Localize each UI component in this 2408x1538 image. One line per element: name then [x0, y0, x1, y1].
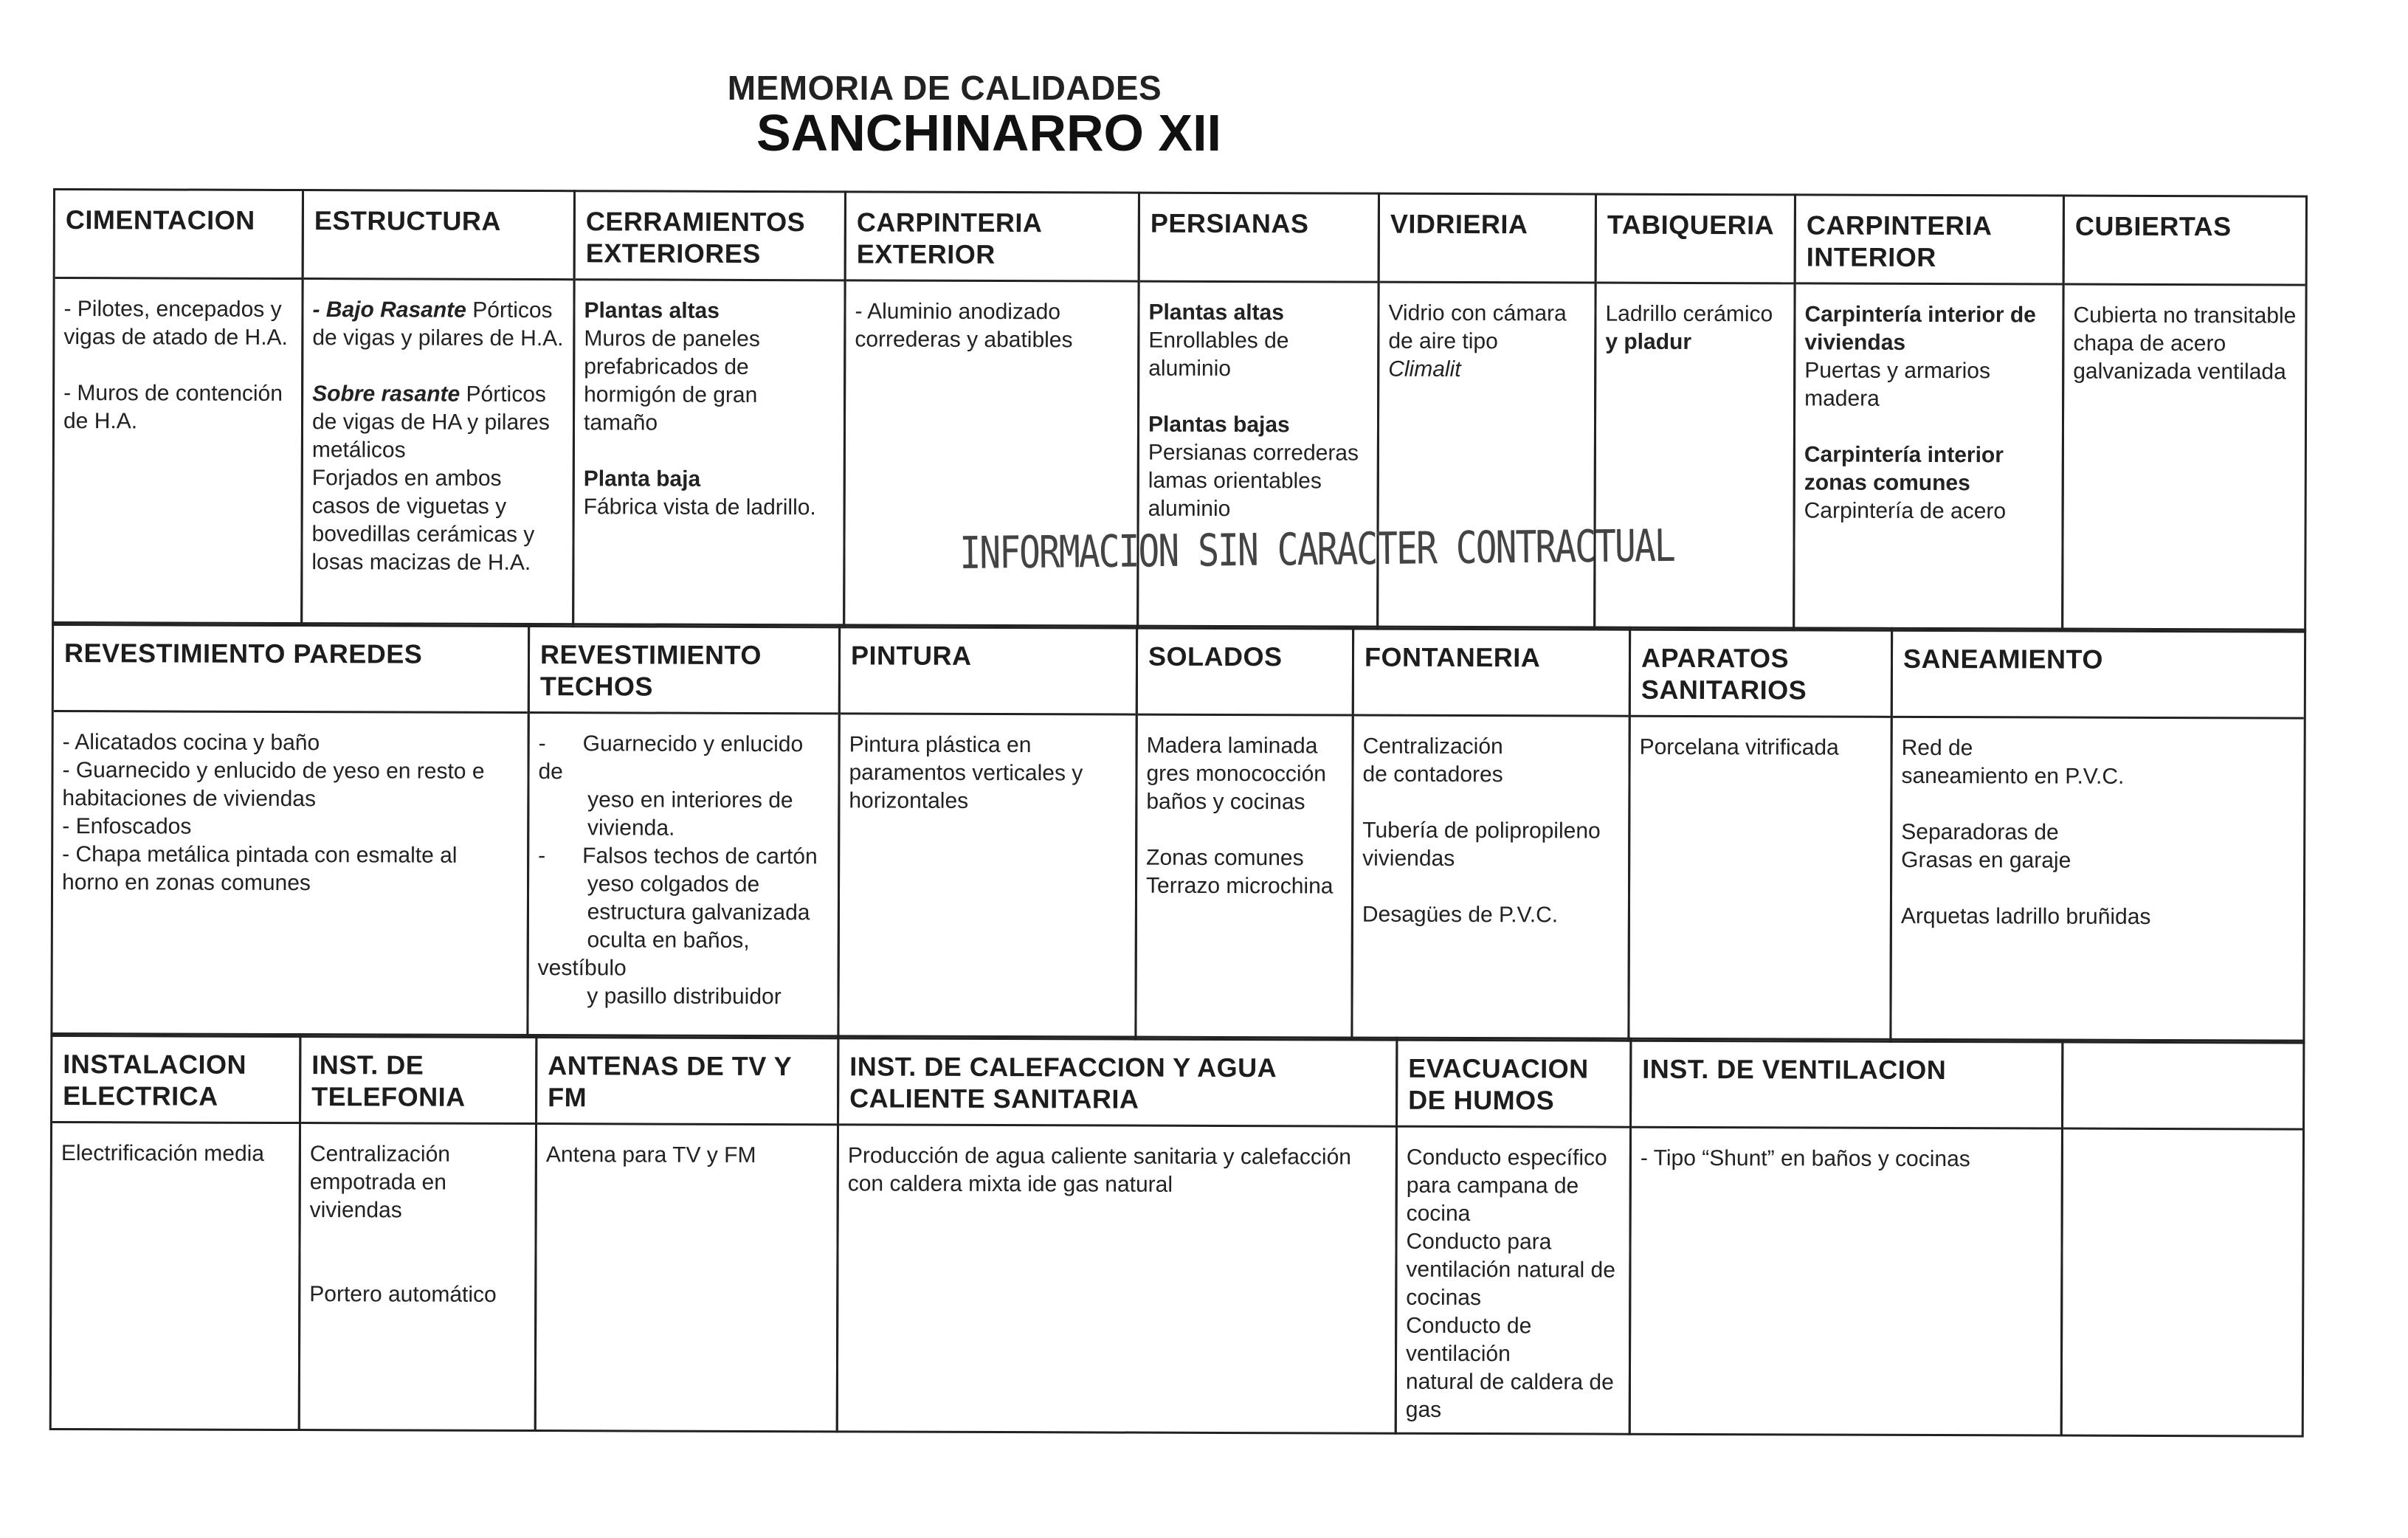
cell-line-bold: Sobre rasante	[312, 382, 460, 407]
cell-body: Pintura plástica en paramentos verticales y horizontales	[849, 732, 1089, 813]
cell-body	[2063, 1130, 2302, 1147]
cell-body	[575, 280, 844, 522]
cell-heading: ESTRUCTURA	[304, 191, 573, 280]
cell-aparatos-sanitarios	[1627, 627, 1893, 1043]
cell-heading: SANEAMIENTO	[1893, 630, 2304, 720]
cell-line: Puertas y armarios madera	[1804, 358, 1997, 411]
cell-heading: PERSIANAS	[1140, 194, 1378, 283]
document-title: SANCHINARRO XII	[756, 104, 1222, 162]
cell-body	[1139, 283, 1378, 524]
cell-heading	[2063, 1041, 2302, 1131]
document-subtitle: MEMORIA DE CALIDADES	[727, 69, 1162, 107]
cell-estructura	[300, 189, 576, 627]
cell-heading: PINTURA	[841, 626, 1136, 715]
cell-body	[846, 281, 1137, 354]
cell-inst-calefaccion	[836, 1035, 1398, 1434]
cell-line: - Pilotes, encepados y vigas de atado de H.A.	[63, 297, 289, 350]
cell-saneamiento	[1889, 627, 2306, 1044]
cell-body: Electrificación media	[61, 1141, 265, 1166]
cell-heading: SOLADOS	[1138, 627, 1352, 717]
cell-heading: INST. DE CALEFACCION Y AGUA CALIENTE SANITARIA	[839, 1037, 1396, 1127]
cell-revestimiento-techos	[526, 623, 841, 1039]
cell-body: Madera laminada gres monococción baños y cocinas Zonas comunes Terrazo microchina	[1145, 733, 1334, 899]
cell-heading: INST. DE TELEFONIA	[301, 1035, 535, 1125]
cell-line: Enrollables de aluminio	[1148, 328, 1295, 382]
cell-pintura	[837, 624, 1138, 1040]
cell-body: Antena para TV y FM	[545, 1142, 756, 1168]
cell-body: Porcelana vitrificada	[1639, 734, 1839, 760]
cell-body	[1596, 284, 1793, 357]
cell-line: Forjados en ambos casos de viguetas y bovedillas cerámicas y losas macizas de H.A.	[311, 466, 541, 576]
cell-heading: INST. DE VENTILACION	[1632, 1040, 2061, 1130]
cell-fontaneria	[1350, 626, 1631, 1042]
cell-inst-telefonia	[298, 1033, 538, 1432]
table-row-3	[52, 1035, 2308, 1438]
cell-line: Fábrica vista de ladrillo.	[583, 494, 816, 520]
cell-body: - Alicatados cocina y baño - Guarnecido y enlucido de yeso en resto e habitaciones de viviendas - Enfoscados - Chapa metálica pintada con esmalte al horno en zonas comunes	[62, 730, 491, 896]
cell-line: Carpintería de acero	[1804, 498, 2007, 524]
table-row-2	[52, 624, 2308, 1044]
cell-body: Centralización empotrada en viviendas Portero automático	[309, 1142, 497, 1307]
cell-heading: APARATOS SANITARIOS	[1631, 629, 1891, 718]
cell-heading: VIDRIERIA	[1380, 195, 1595, 284]
cell-body: Red de saneamiento en P.V.C. Separadoras de Grasas en garaje Arquetas ladrillo bruñidas	[1900, 735, 2151, 929]
cell-instalacion-electrica	[49, 1032, 302, 1431]
cell-heading: FONTANERIA	[1354, 628, 1629, 717]
cell-cubiertas	[2061, 195, 2308, 633]
cell-line: - Muros de contención de H.A.	[63, 381, 289, 434]
cell-body	[55, 279, 302, 436]
cell-heading: INSTALACION ELECTRICA	[52, 1035, 299, 1124]
cell-line-bold: Plantas bajas	[1148, 412, 1290, 438]
cell-evacuacion-humos	[1395, 1037, 1632, 1435]
cell-line-italic: Climalit	[1388, 356, 1461, 382]
cell-body: Producción de agua caliente sanitaria y calefacción con caldera mixta ide gas natural	[847, 1143, 1358, 1197]
cell-body	[303, 280, 573, 577]
cell-line-bold: Planta baja	[583, 466, 701, 492]
cell-line: Persianas correderas lamas orientables aluminio	[1148, 440, 1365, 522]
cell-line: Cubierta no transitable chapa de acero galvanizada ventilada	[2073, 303, 2302, 384]
non-contractual-stamp: INFORMACION SIN CARACTER CONTRACTUAL	[959, 520, 1675, 579]
cell-line-bold: Carpintería interior de viviendas	[1804, 302, 2043, 355]
cell-line: Pórticos de vigas y pilares de H.A.	[312, 297, 564, 351]
cell-heading: REVESTIMIENTO TECHOS	[530, 625, 838, 714]
cell-antenas	[534, 1034, 840, 1432]
cell-heading: CUBIERTAS	[2065, 197, 2305, 286]
cell-line-bold: Carpintería interior zonas comunes	[1804, 442, 2010, 496]
cell-body	[2064, 286, 2305, 387]
cell-cimentacion	[52, 188, 304, 627]
cell-line: Vidrio con cámara de aire tipo	[1388, 300, 1573, 354]
cell-body	[1379, 283, 1594, 384]
cell-line-bold: - Bajo Rasante	[312, 297, 466, 323]
cell-heading: ANTENAS DE TV Y FM	[537, 1036, 837, 1125]
cell-line: Ladrillo cerámico	[1605, 301, 1773, 327]
qualities-table	[52, 190, 2310, 1438]
cell-line-bold: Plantas altas	[584, 298, 720, 323]
cell-solados	[1134, 625, 1354, 1041]
cell-body: Conducto específico para campana de cocina Conducto para ventilación natural de cocinas Conducto de ventilación natural de caldera de gas	[1405, 1145, 1615, 1422]
cell-revestimiento-paredes	[50, 621, 530, 1038]
cell-line-bold: Plantas altas	[1148, 300, 1284, 325]
cell-body: - Guarnecido y enlucido de yeso en interiores de vivienda. - Falsos techos de cartón yeso colgados de estructura galvanizada oculta en baños, vestíbulo y pasillo distribuidor	[537, 731, 818, 1010]
cell-heading: CARPINTERIA EXTERIOR	[846, 193, 1138, 282]
cell-heading: REVESTIMIENTO PAREDES	[54, 624, 528, 714]
cell-body: - Tipo “Shunt” en baños y cocinas	[1640, 1145, 1970, 1172]
cell-heading: CERRAMIENTOS EXTERIORES	[576, 192, 844, 281]
cell-line: Pórticos de vigas de HA y pilares metálicos	[311, 382, 556, 463]
cell-empty	[2060, 1039, 2305, 1438]
cell-heading: TABIQUERIA	[1597, 196, 1794, 285]
cell-body: Centralización de contadores Tubería de polipropileno viviendas Desagües de P.V.C.	[1362, 734, 1601, 928]
cell-heading: CARPINTERIA INTERIOR	[1796, 196, 2063, 285]
cell-cerramientos	[572, 190, 846, 628]
cell-heading: CIMENTACION	[55, 190, 302, 280]
cell-line: - Aluminio anodizado correderas y abatibles	[855, 299, 1073, 353]
cell-line-bold: y pladur	[1605, 329, 1692, 354]
cell-carpinteria-interior	[1793, 193, 2065, 632]
cell-heading: EVACUACION DE HUMOS	[1398, 1039, 1629, 1128]
cell-line: Muros de paneles prefabricados de hormigón de gran tamaño	[583, 326, 767, 435]
cell-body	[1795, 284, 2063, 525]
cell-inst-ventilacion	[1629, 1038, 2064, 1437]
